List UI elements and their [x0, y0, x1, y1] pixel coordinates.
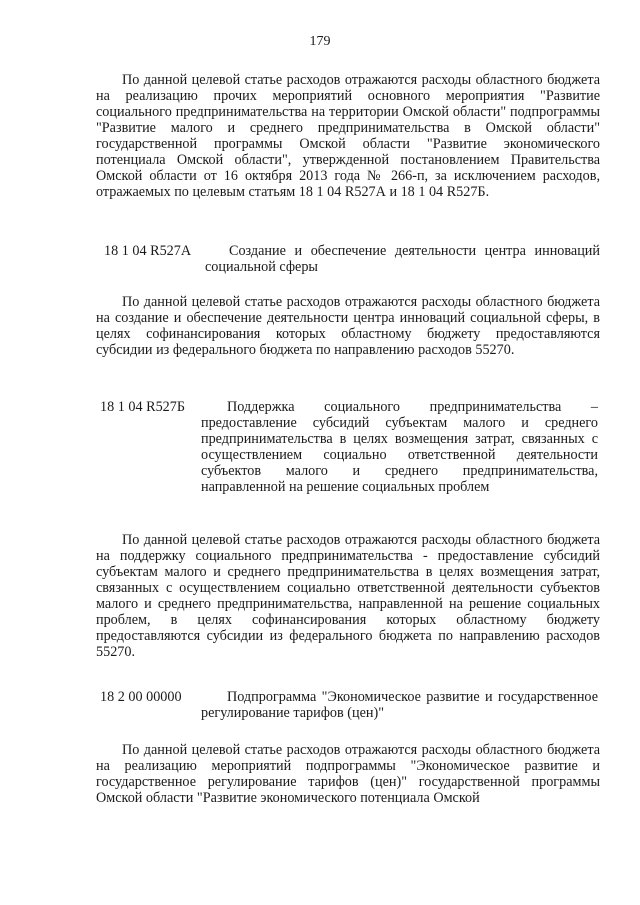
paragraph-3: По данной целевой статье расходов отражаются расходы областного бюджета на поддержку социального предпринимательства - предоставление субсидий субъектам малого и среднего предпринимательства в целях возмещения затрат, связанных с осуществлением социально ответственной деятельности субъектов малого и среднего предпринимательства, направленной на решение социальных проблем, в целях софинансирования которых областному бюджету предоставляются субсидии из федерального бюджета по направлению расходов 55270. — [96, 532, 600, 660]
entry-code: 18 2 00 00000 — [100, 689, 182, 705]
entry-code: 18 1 04 R527А — [104, 243, 192, 259]
entry-title: Создание и обеспечение деятельности центра инноваций социальной сферы — [205, 243, 600, 275]
paragraph-1: По данной целевой статье расходов отражаются расходы областного бюджета на реализацию прочих мероприятий основного мероприятия "Развитие социального предпринимательства на территории Омской области" подпрограммы "Развитие малого и среднего предпринимательства в Омской области" государственной программы Омской области "Развитие экономического потенциала Омской области", утвержденной постановлением Правительства Омской области от 16 октября 2013 года № 266-п, за исключением расходов, отражаемых по целевым статьям 18 1 04 R527А и 18 1 04 R527Б. — [96, 72, 600, 200]
entry-18-1-04-r527b — [100, 399, 600, 513]
entry-title: Поддержка социального предпринимательства – предоставление субсидий субъектам малого и среднего предпринимательства в целях возмещения затрат, связанных с осуществлением социально ответственной деятельности субъектов малого и среднего предпринимательства, направленной на решение социальных проблем — [201, 399, 598, 495]
entry-title: Подпрограмма "Экономическое развитие и государственное регулирование тарифов (цен)" — [201, 689, 598, 721]
paragraph-2: По данной целевой статье расходов отражаются расходы областного бюджета на создание и обеспечение деятельности центра инноваций социальной сферы, в целях софинансирования которых областному бюджету предоставляются субсидии из федерального бюджета по направлению расходов 55270. — [96, 294, 600, 358]
entry-18-1-04-r527a — [104, 243, 600, 277]
page-number: 179 — [309, 34, 331, 49]
paragraph-4: По данной целевой статье расходов отражаются расходы областного бюджета на реализацию мероприятий подпрограммы "Экономическое развитие и государственное регулирование тарифов (цен)" государственной программы Омской области "Развитие экономического потенциала Омской — [96, 742, 600, 806]
entry-18-2-00-00000 — [100, 689, 600, 723]
entry-code: 18 1 04 R527Б — [100, 399, 186, 415]
